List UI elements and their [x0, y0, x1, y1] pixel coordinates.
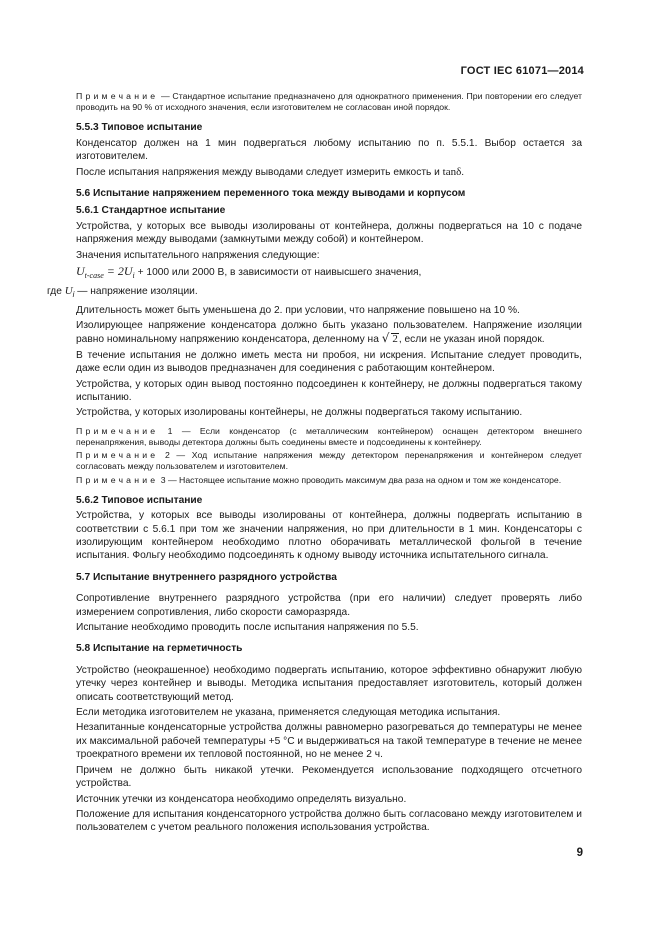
- note-text: — Стандартное испытание предназначено для однократного применения. При повторении его следует проводить на 90 % от исходного значения, если изготовителем не согласован иной порядок.: [76, 91, 582, 113]
- section-5-7-heading: 5.7 Испытание внутреннего разрядного устройства: [76, 571, 337, 583]
- tan-delta-symbol: tanδ: [442, 165, 462, 178]
- page-number: 9: [576, 847, 583, 859]
- section-5-7-p2: Испытание необходимо проводить после испытания напряжения по 5.5.: [76, 622, 419, 634]
- section-5-5-3-p2: [76, 166, 582, 179]
- sqrt-value: 2: [392, 333, 398, 346]
- section-5-8-p3: Незапитанные конденсаторные устройства должны равномерно разогреваться до температуры не менее их максимальной рабочей температуры +5 °С и выдерживаться на такой температуре в течение не менее троекратного времени их тепловой постоянной, но не менее 2 ч.: [76, 722, 582, 761]
- section-5-8-heading: 5.8 Испытание на герметичность: [76, 643, 243, 655]
- section-5-6-1-p2: Значения испытательного напряжения следующие:: [76, 249, 320, 261]
- section-5-6-1-p3: Длительность может быть уменьшена до 2. при условии, что напряжение повышено на 10 %.: [76, 304, 520, 316]
- section-5-5-3-heading: 5.5.3 Типовое испытание: [76, 122, 203, 134]
- section-5-6-heading: 5.6 Испытание напряжением переменного тока между выводами и корпусом: [76, 188, 466, 200]
- page-content: [47, 91, 582, 837]
- section-5-8-p2: Если методика изготовителем не указана, применяется следующая методика испытания.: [76, 707, 501, 719]
- intro-note: [76, 91, 582, 113]
- note-3: Примечание 3 — Настоящее испытание можно проводить максимум два раза на одном и том же конденсаторе.: [76, 474, 562, 485]
- section-5-7-p1: Сопротивление внутреннего разрядного устройства (при его наличии) следует проверять либо измерением сопротивления, либо скорости саморазряда.: [76, 593, 582, 618]
- test-voltage-formula: $U_{t-case} = 2U_i + 1000$ или 2000 В, в зависимости от наивысшего значения,: [76, 264, 422, 281]
- note-1: Примечание 1 — Если конденсатор (с металлическим контейнером) оснащен детектором внешнего перенапряжения, выводы детектора должны быть соединены вместе и подсоединены к контейнеру.: [76, 425, 582, 447]
- section-5-8-p6: Положение для испытания конденсаторного устройства должно быть согласовано между изготовителем и пользователем с учетом реального положения использования устройства.: [76, 808, 582, 834]
- section-5-6-1-p7: Устройства, у которых изолированы контейнеры, не должны подвергаться такому испытанию.: [76, 407, 523, 419]
- note-2: Примечание 2 — Ход испытание напряжения между детектором перенапряжения и контейнером следует согласовать между пользователем и изготовителем.: [76, 450, 582, 472]
- section-5-5-3-p1: Конденсатор должен на 1 мин подвергаться любому испытанию по п. 5.5.1. Выбор остается за изготовителем.: [76, 137, 582, 163]
- p2-text: После испытания напряжения между выводами следует измерить емкость и: [76, 166, 443, 178]
- note-label: Примечание: [76, 91, 159, 101]
- section-5-6-1-p5: В течение испытания не должно иметь места ни пробоя, ни искрения. Испытание следует проводить, даже если один из выводов предназначен для соединения с работающим контейнером.: [76, 349, 582, 375]
- section-5-8-p1: Устройство (неокрашенное) необходимо подвергать испытанию, которое эффективно обнаружит любую утечку через контейнер и выводы. Методика испытания предоставляет изготовитель, который должен описать соответствующий метод.: [76, 664, 582, 703]
- section-5-6-2-p1: Устройства, у которых все выводы изолированы от контейнера, должны подвергать испытанию в соответствии с 5.6.1 при том же значении напряжения, но при длительности в 1 мин. Конденсаторы с изолирующим контейнером необходимо плотно оборачивать металлической фольгой в течение испытания. Фольгу необходимо подсоединять к одному выводу источника испытательного сигнала.: [76, 510, 582, 562]
- section-5-6-1-heading: 5.6.1 Стандартное испытание: [76, 205, 226, 217]
- sqrt-icon: √: [381, 331, 390, 346]
- section-5-6-1-p4: Изолирующее напряжение конденсатора должно быть указано пользователем. Напряжение изоляции равно номинальному напряжению конденсатора, деленному на √ 2, если не указан иной порядок.: [76, 319, 582, 346]
- p2-end: .: [461, 166, 465, 178]
- section-5-6-1-p6: Устройства, у которых один вывод постоянно подсоединен к контейнеру, не должны подвергаться такому испытанию.: [76, 378, 582, 403]
- standard-header: ГОСТ IEC 61071—2014: [460, 65, 584, 77]
- section-5-8-p5: Источник утечки из конденсатора необходимо определять визуально.: [76, 793, 407, 805]
- section-5-8-p4: Причем не должно быть никакой утечки. Рекомендуется использование подходящего отсчетного устройства.: [76, 764, 582, 790]
- section-5-6-2-heading: 5.6.2 Типовое испытание: [76, 494, 203, 506]
- section-5-6-1-p1: Устройства, у которых все выводы изолированы от контейнера, должны подвергаться на 10 с подаче напряжения между выводами (замкнутыми между собой) и контейнером.: [76, 220, 582, 246]
- formula-where-clause: где $U_i$ — напряжение изоляции.: [47, 285, 198, 300]
